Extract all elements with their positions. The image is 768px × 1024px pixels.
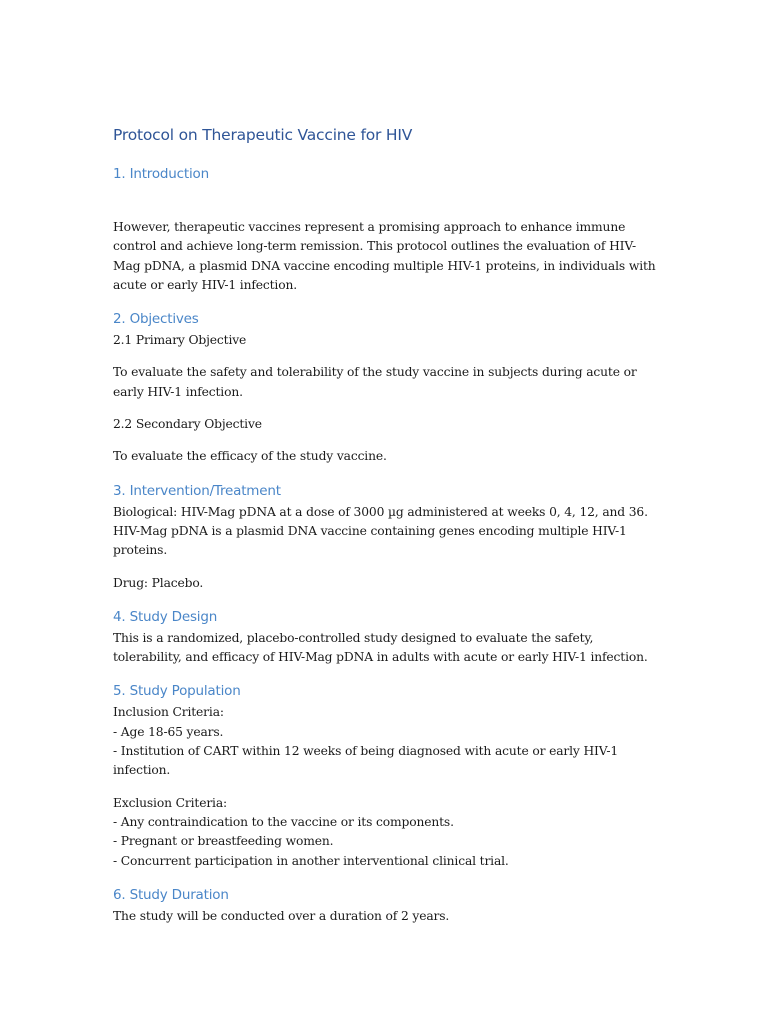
inclusion-criteria-item: - Age 18-65 years. <box>113 724 224 739</box>
inclusion-criteria-item: - Institution of CART within 12 weeks of being diagnosed with acute or early HIV-1 infection. <box>113 744 619 778</box>
section-heading-objectives: 2. Objectives <box>113 311 199 328</box>
inclusion-criteria-label: Inclusion Criteria: <box>113 705 224 720</box>
introduction-paragraph: However, therapeutic vaccines represent a promising approach to enhance immune control and achieve long-term remission. This protocol outlines the evaluation of HIV-Mag pDNA, a plasmid DNA vaccine encoding multiple HIV-1 proteins, in individuals with acute or early HIV-1 infection. <box>113 220 656 292</box>
secondary-objective-label: 2.2 Secondary Objective <box>113 417 262 432</box>
section-heading-study-duration: 6. Study Duration <box>113 886 229 903</box>
primary-objective-label: 2.1 Primary Objective <box>113 333 247 348</box>
exclusion-criteria-item: - Concurrent participation in another interventional clinical trial. <box>113 853 509 868</box>
section-heading-study-design: 4. Study Design <box>113 608 218 625</box>
secondary-objective-text: To evaluate the efficacy of the study vaccine. <box>113 449 387 464</box>
section-heading-intervention: 3. Intervention/Treatment <box>113 482 281 499</box>
intervention-drug: Drug: Placebo. <box>113 575 204 590</box>
study-design-paragraph: This is a randomized, placebo-controlled study designed to evaluate the safety, tolerability, and efficacy of HIV-Mag pDNA in adults with acute or early HIV-1 infection. <box>113 630 648 665</box>
section-heading-study-population: 5. Study Population <box>113 683 241 700</box>
document-page <box>113 124 661 926</box>
exclusion-criteria-item: - Pregnant or breastfeeding women. <box>113 834 334 849</box>
primary-objective-text: To evaluate the safety and tolerability of the study vaccine in subjects during acute or early HIV-1 infection. <box>113 365 637 399</box>
document-title: Protocol on Therapeutic Vaccine for HIV <box>113 126 413 144</box>
exclusion-criteria-item: - Any contraindication to the vaccine or its components. <box>113 814 454 829</box>
study-duration-paragraph: The study will be conducted over a duration of 2 years. <box>113 908 450 923</box>
intervention-biological: Biological: HIV-Mag pDNA at a dose of 3000 µg administered at weeks 0, 4, 12, and 36. HIV-Mag pDNA is a plasmid DNA vaccine containing genes encoding multiple HIV-1 proteins. <box>113 504 648 558</box>
exclusion-criteria-label: Exclusion Criteria: <box>113 795 228 810</box>
section-heading-introduction: 1. Introduction <box>113 166 209 182</box>
